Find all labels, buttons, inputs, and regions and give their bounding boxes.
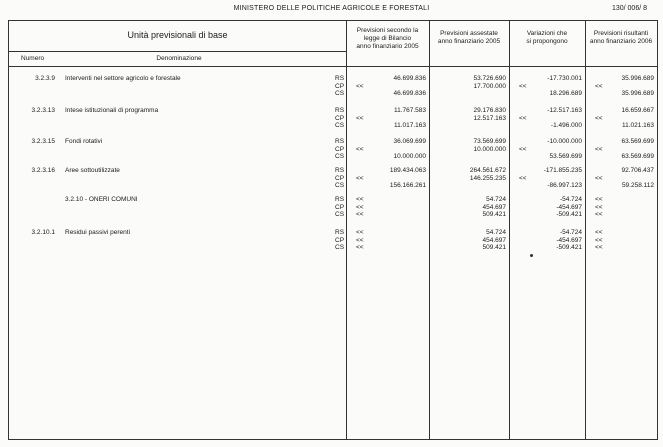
row-numero: 3.2.10.1 [31,229,55,236]
row-value-c3: << [519,145,527,153]
col-divider [346,21,347,439]
row-code: RS [335,107,345,114]
row-value-c2: 146.255.235 [469,174,506,182]
row-value-c3: << [519,82,527,90]
row-value-c4: << [595,174,603,182]
row-value-c1: << [356,229,364,236]
row-value-c4: 35.996.689 [621,75,654,82]
row-value-c1: 189.434.063 [389,167,426,174]
row-code: CP [335,114,345,122]
row-value-c3: << [519,114,527,122]
row-value-c4: << [595,236,603,244]
row-value-c2: 17.700.000 [473,82,506,90]
row-value-c2: 53.726.690 [473,75,506,82]
row-value-c3: 53.569.699 [549,153,582,160]
row-value-c3: << [519,174,527,182]
col-header-denominazione: Denominazione [156,55,202,62]
row-value-c4: << [595,145,603,153]
row-value-c4: << [595,244,603,251]
row-code: RS [335,229,345,236]
row-denominazione: Residui passivi perenti [65,229,131,236]
row-value-c4: 16.659.667 [621,107,654,114]
page-header-title: MINISTERO DELLE POLITICHE AGRICOLE E FORESTALI [233,5,430,12]
row-value-c1: << [356,196,364,203]
row-value-c3: -12.517.163 [547,107,582,114]
row-value-c1: 156.166.261 [389,182,426,189]
row-denominazione: 3.2.10 - ONERI COMUNI [65,196,138,203]
row-denominazione: Intese istituzionali di programma [65,107,159,114]
scan-speck [530,254,533,257]
row-value-c1: << [356,244,364,251]
row-value-c4: 35.996.689 [621,90,654,97]
row-value-c1: << [356,174,364,182]
row-code: RS [335,75,345,82]
row-numero: 3.2.3.15 [31,138,55,145]
row-value-c1: 46.699.836 [393,90,426,97]
row-value-c2: 54.724 [486,196,506,203]
row-value-c1: 46.699.836 [393,75,426,82]
row-value-c1: << [356,82,364,90]
row-value-c4: 63.569.699 [621,153,654,160]
row-value-c1: << [356,203,364,211]
header-divider [9,66,657,67]
row-value-c4: << [595,114,603,122]
row-value-c3: -171.855.235 [543,167,582,174]
row-value-c3: -509.421 [556,211,582,218]
row-value-c3: -509.421 [556,244,582,251]
row-value-c1: << [356,236,364,244]
row-value-c2: 264.561.672 [469,167,506,174]
row-value-c3: -1.496.000 [550,122,582,129]
row-code: CP [335,82,345,90]
row-code: CP [335,174,345,182]
row-value-c1: 11.767.583 [393,107,426,114]
row-numero: 3.2.3.9 [35,75,55,82]
row-code: RS [335,167,345,174]
row-code: CS [335,211,345,218]
row-code: CP [335,203,345,211]
row-value-c4: 59.258.112 [621,182,654,189]
row-value-c2: 454.697 [482,236,506,244]
row-value-c3: -10.000.000 [547,138,582,145]
col-divider [585,21,586,439]
row-value-c4: 92.706.437 [621,167,654,174]
row-denominazione: Aree sottoutilizzate [65,167,120,174]
row-denominazione: Fondi rotativi [65,138,103,145]
col-header-variazioni: Variazioni che si propongono [526,30,568,45]
col-header-assestate-2005: Previsioni assestate anno finanziario 2005 [437,30,501,45]
row-value-c3: -54.724 [559,196,582,203]
row-value-c1: 11.017.163 [393,122,426,129]
row-value-c1: 36.069.699 [393,138,426,145]
row-code: CP [335,236,345,244]
col-header-risultanti-2006: Previsioni risultanti anno finanziario 2006 [589,30,653,45]
row-value-c4: << [595,196,603,203]
unit-title: Unità previsionali di base [127,30,228,40]
row-value-c2: 29.176.830 [473,107,506,114]
row-value-c3: -54.724 [559,229,582,236]
row-value-c2: 54.724 [486,229,506,236]
row-value-c1: 10.000.000 [393,153,426,160]
row-value-c3: -454.697 [556,236,582,244]
page-reference: 130/ 006/ 8 [611,5,647,12]
row-numero: 3.2.3.16 [31,167,55,174]
row-value-c2: 454.697 [482,203,506,211]
row-value-c3: -454.697 [556,203,582,211]
row-value-c4: << [595,82,603,90]
row-code: CS [335,182,345,189]
row-value-c2: 10.000.000 [473,145,506,153]
row-denominazione: Interventi nel settore agricolo e forestale [65,75,181,82]
row-value-c4: << [595,229,603,236]
row-value-c4: << [595,203,603,211]
header-divider [9,51,346,52]
row-code: RS [335,196,345,203]
row-value-c3: 18.296.689 [549,90,582,97]
row-code: RS [335,138,345,145]
row-code: CS [335,90,345,97]
row-value-c1: << [356,114,364,122]
row-value-c2: 12.517.163 [473,114,506,122]
row-code: CS [335,153,345,160]
row-value-c2: 509.421 [482,244,506,251]
row-value-c4: 63.569.699 [621,138,654,145]
row-value-c1: << [356,145,364,153]
row-value-c3: -17.730.001 [547,75,582,82]
row-value-c2: 73.569.699 [473,138,506,145]
row-value-c4: << [595,211,603,218]
col-header-numero: Numero [21,55,45,62]
budget-table [8,20,658,440]
col-header-previsioni-2005: Previsioni secondo la legge di Bilancio anno finanziario 2005 [356,27,419,50]
row-value-c2: 509.421 [482,211,506,218]
row-code: CS [335,122,345,129]
row-numero: 3.2.3.13 [31,107,55,114]
row-value-c4: 11.021.163 [621,122,654,129]
row-value-c3: -86.997.123 [547,182,582,189]
row-value-c1: << [356,211,364,218]
row-code: CP [335,145,345,153]
row-code: CS [335,244,345,251]
